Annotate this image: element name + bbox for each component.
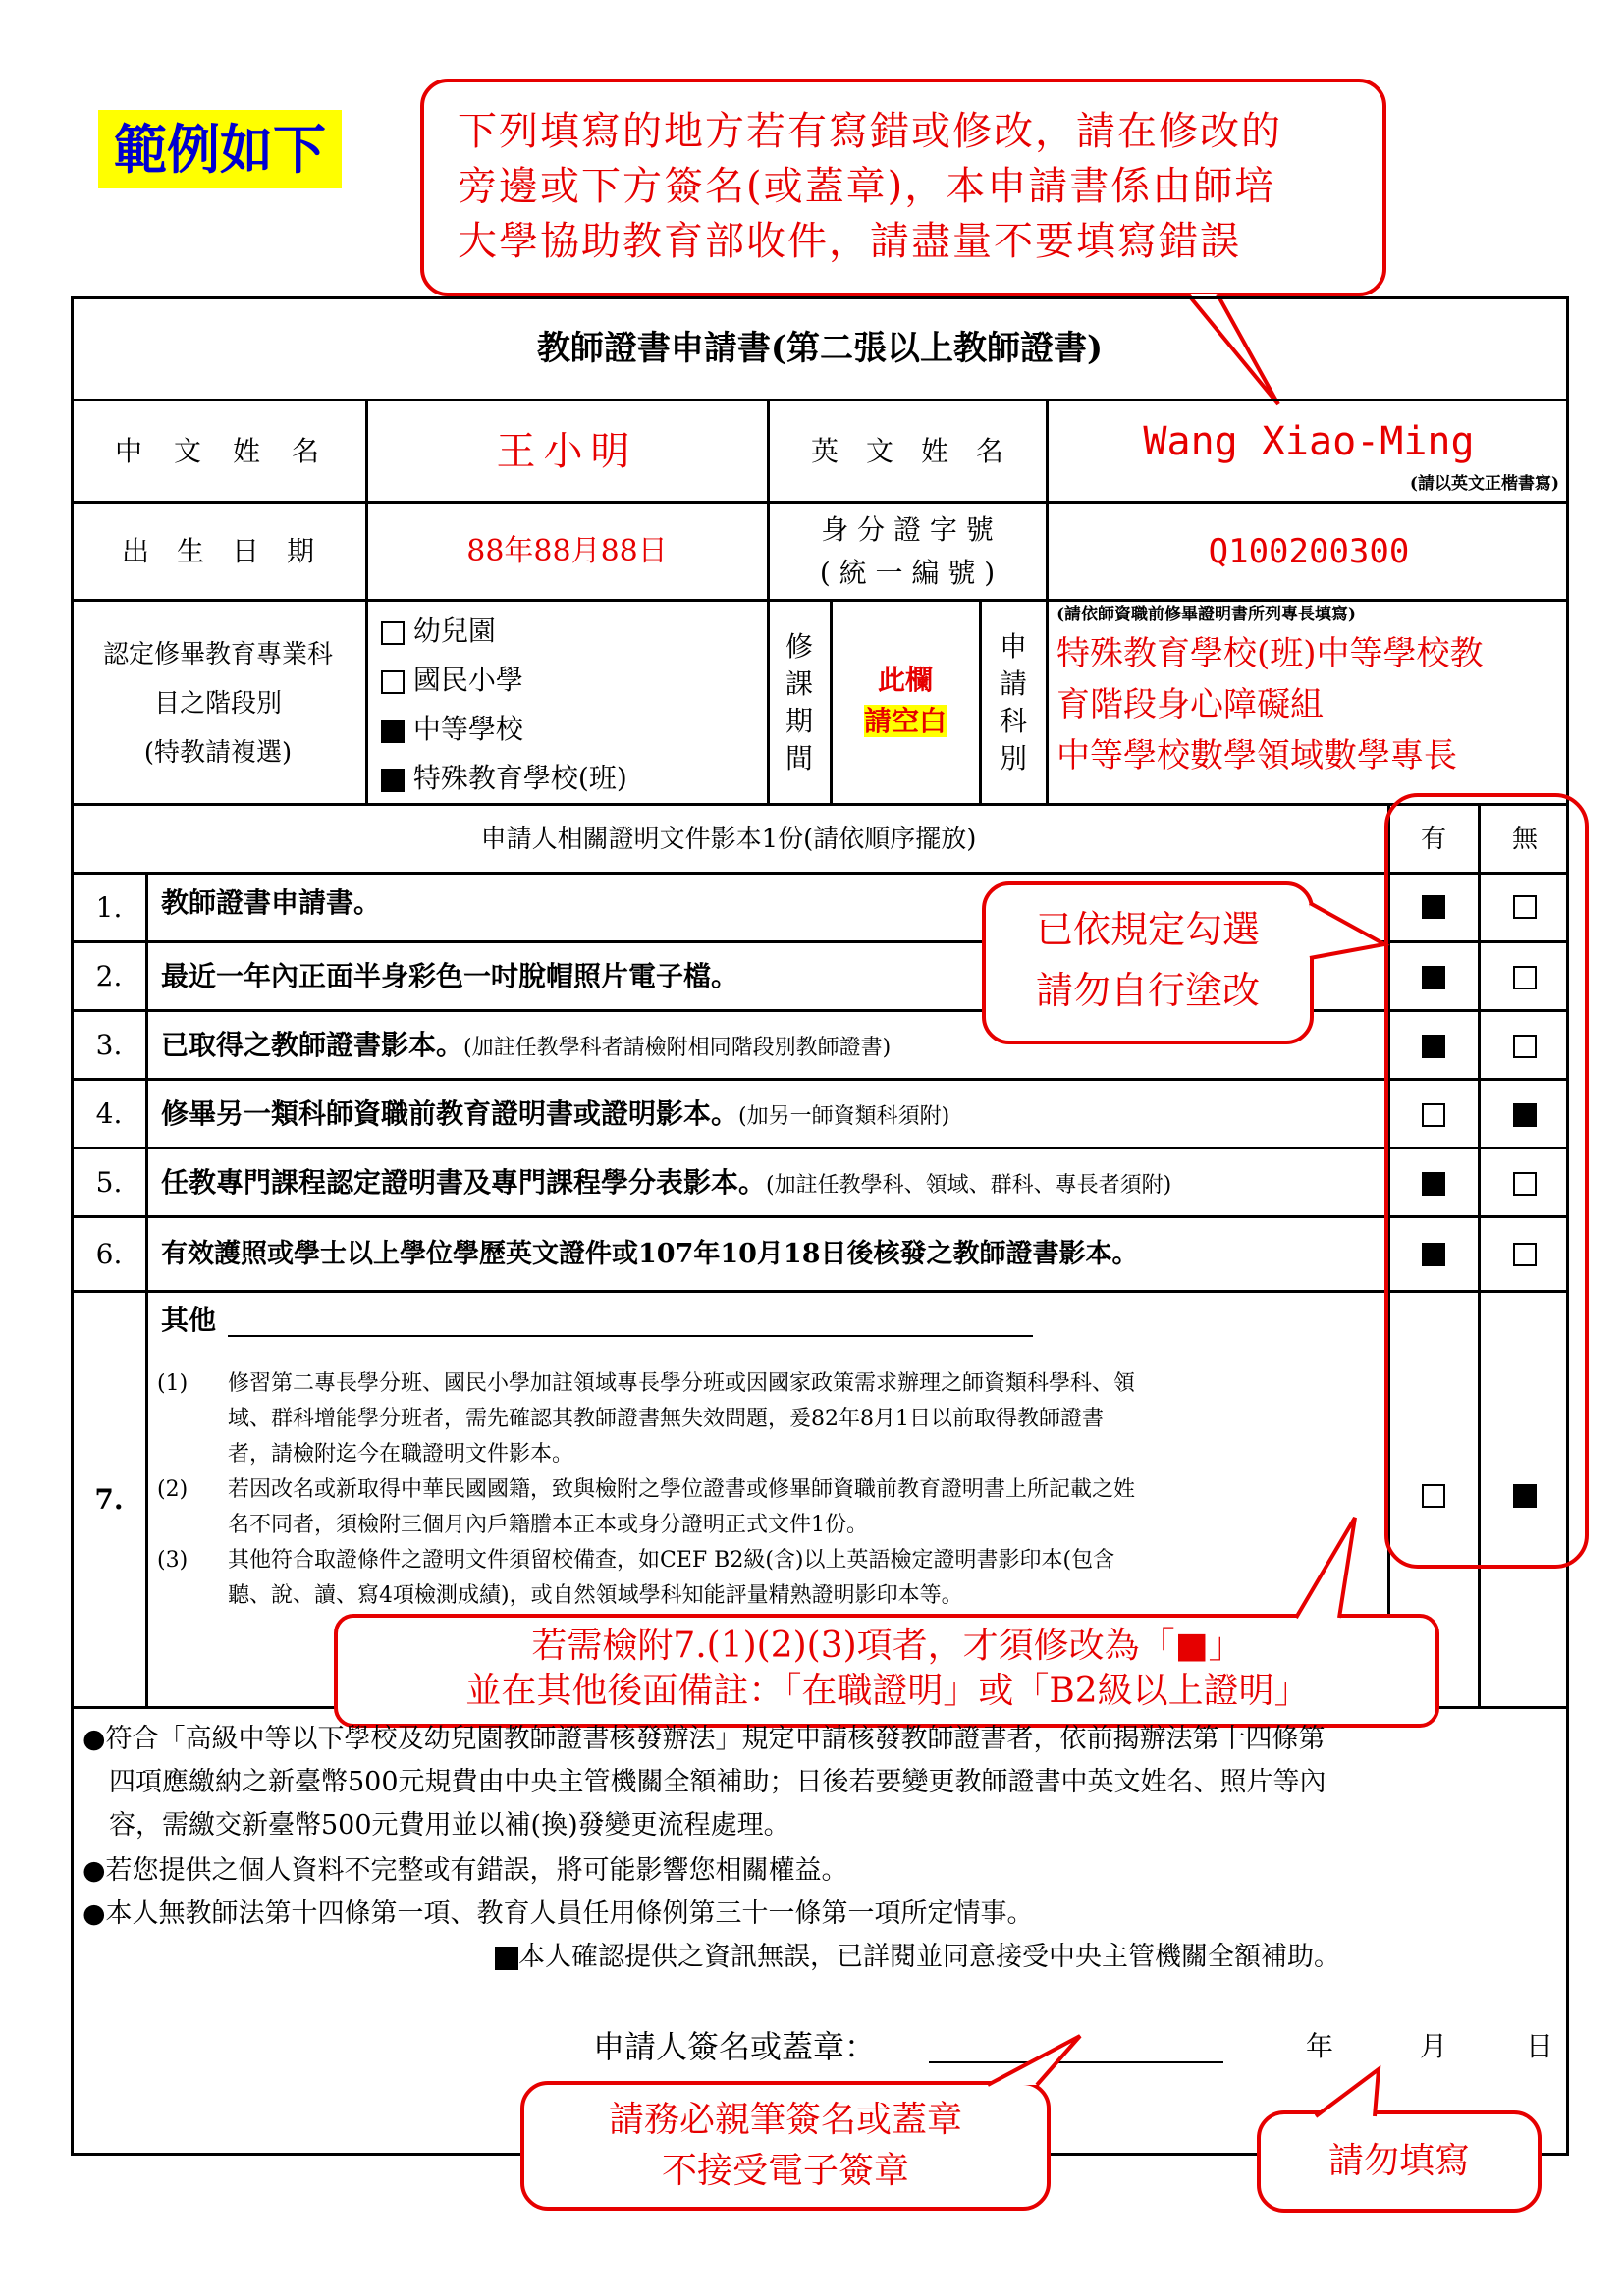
stage-options: [381, 607, 764, 803]
docs-header-label: 申請人相關證明文件影本1份(請依順序擺放): [480, 825, 977, 854]
checkbox-column-highlight: [1384, 793, 1589, 1569]
period-label: 修 課 期 間: [785, 630, 813, 774]
doc-title: 教師證書申請書。: [161, 886, 382, 919]
doc7-note: (1) 修習第二專長學分班、國民小學加註領域專長學分班或因國家政策需求辦理之師資類科學科、領 域、群科增能學分班者，需先確認其教師證書無失效問題，爰82年8月1日以前取得教師證書 者，請檢附迄今在職證明文件影本。: [157, 1371, 1136, 1467]
doc-title: 修畢另一類科師資職前教育證明書或證明影本。(加另一師資類科須附): [161, 1097, 950, 1130]
date-day-label: 日: [1526, 2030, 1554, 2062]
date-year-label: 年: [1306, 2030, 1334, 2062]
date-callout-pointer: [1306, 2061, 1424, 2130]
top-callout-line: 下列填寫的地方若有寫錯或修改，請在修改的: [458, 109, 1282, 154]
period-value: 此欄 請空白: [863, 664, 947, 737]
stage-option[interactable]: 中等學校: [381, 705, 764, 754]
doc-num: 4.: [95, 1097, 123, 1130]
sign-callout: 請務必親筆簽名或蓋章 不接受電子簽章: [520, 2081, 1051, 2211]
bottom-note: ●符合「高級中等以下學校及幼兒園教師證書核發辦法」規定申請核發教師證書者，依前揭辦法第十四條第: [82, 1724, 1326, 1754]
top-callout-line: 旁邊或下方簽名(或蓋章)，本申請書係由師培: [458, 164, 1276, 209]
stage-label: [71, 601, 365, 805]
doc-num: 5.: [95, 1166, 123, 1199]
stage-label-line: 目之階段別: [153, 689, 282, 719]
id-label-line: ( 統 一 編 號 ): [819, 557, 996, 589]
stage-option[interactable]: 幼兒園: [381, 607, 764, 656]
checkbox-callout: 已依規定勾選 請勿自行塗改: [982, 881, 1314, 1044]
en-name-label: 英 文 姓 名: [810, 435, 1003, 467]
birth-label: 出 生 日 期: [121, 535, 314, 567]
signature-label: 申請人簽名或蓋章：: [593, 2028, 877, 2065]
docs-header-yes: 有: [1420, 825, 1446, 854]
doc-row: [71, 1217, 1569, 1292]
stage-label-line: (特教請複選): [143, 738, 293, 768]
doc7-note: (2) 若因改名或新取得中華民國國籍，致與檢附之學位證書或修畢師資職前教育證明書上所記載之姓 名不同者，須檢附三個月內戶籍謄本正本或身分證明正式文件1份。: [157, 1477, 1136, 1537]
id-label-line: 身 分 證 字 號: [821, 513, 994, 546]
doc-title: 最近一年內正面半身彩色一吋脫帽照片電子檔。: [161, 960, 739, 992]
doc-row: [71, 1148, 1569, 1217]
checkbox-callout-pointer: [1306, 883, 1404, 982]
stage-option[interactable]: 特殊教育學校(班): [381, 754, 764, 803]
date-callout: 請勿填寫: [1257, 2110, 1542, 2213]
cn-name-value[interactable]: 王小明: [496, 429, 638, 474]
stage-option[interactable]: 國民小學: [381, 656, 764, 705]
doc7-notes: [157, 1366, 1375, 1631]
id-value[interactable]: Q100200300: [1208, 532, 1410, 571]
docs-header-no: 無: [1511, 825, 1538, 854]
doc7-fill-line[interactable]: [228, 1335, 1033, 1337]
form-title: 教師證書申請書(第二張以上教師證書): [536, 329, 1104, 368]
checkbox-filled-icon[interactable]: [381, 769, 405, 792]
doc-row: [71, 1080, 1569, 1148]
subject-note: (請依師資職前修畢證明書所列專長填寫): [1056, 605, 1357, 624]
bottom-note: 容，需繳交新臺幣500元費用並以補(換)發變更流程處理。: [82, 1810, 790, 1841]
doc-num: 6.: [95, 1238, 123, 1270]
checkbox-filled-icon[interactable]: [381, 720, 405, 743]
confirm-statement: 本人確認提供之資訊無誤，已詳閱並同意接受中央主管機關全額補助。: [495, 1938, 1340, 1977]
checkbox-empty-icon[interactable]: [381, 621, 405, 645]
checkbox-filled-icon[interactable]: [495, 1947, 518, 1970]
doc-title: 有效護照或學士以上學位學歷英文證件或107年10月18日後核發之教師證書影本。: [161, 1239, 1139, 1269]
sign-callout-pointer: [982, 2030, 1100, 2109]
stage-label-line: 認定修畢教育專業科: [102, 640, 333, 669]
bottom-note: 四項應繳納之新臺幣500元規費由中央主管機關全額補助；日後若要變更教師證書中英文姓名、照片等內: [82, 1767, 1326, 1797]
doc-num: 2.: [95, 960, 123, 992]
top-callout: [420, 79, 1386, 296]
doc7-note: (3) 其他符合取證條件之證明文件須留校備查，如CEF B2級(含)以上英語檢定證明書影印本(包含 聽、說、讀、寫4項檢測成績)，或自然領域學科知能評量精熟證明影印本等。: [157, 1548, 1115, 1608]
bottom-note: ●本人無教師法第十四條第一項、教育人員任用條例第三十一條第一項所定情事。: [82, 1898, 1034, 1929]
birth-value[interactable]: 88年88月88日: [466, 534, 668, 568]
bottom-note: ●若您提供之個人資料不完整或有錯誤，將可能影響您相關權益。: [82, 1855, 848, 1886]
top-callout-line: 大學協助教育部收件，請盡量不要填寫錯誤: [458, 219, 1241, 264]
doc-num: 1.: [95, 891, 123, 924]
doc7-callout-pointer: [1276, 1512, 1394, 1629]
checkbox-empty-icon[interactable]: [381, 670, 405, 694]
doc7-callout: 若需檢附7.(1)(2)(3)項者，才須修改為「■」 並在其他後面備註：「在職證明」或「B2級以上證明」: [334, 1614, 1439, 1728]
doc-num: 3.: [95, 1029, 123, 1061]
id-label: [770, 508, 1045, 597]
en-name-value[interactable]: Wang Xiao-Ming: [1143, 419, 1475, 464]
doc7-num: 7.: [94, 1483, 124, 1516]
cn-name-label: 中 文 姓 名: [114, 435, 321, 467]
doc-title: 已取得之教師證書影本。(加註任教學科者請檢附相同階段別教師證書): [161, 1029, 892, 1061]
example-label: 範例如下: [98, 110, 342, 188]
subject-values[interactable]: 特殊教育學校(班)中等學校教 育階段身心障礙組 中等學校數學領域數學專長: [1056, 634, 1484, 775]
subject-label: 申 請 科 別: [999, 630, 1027, 774]
date-month-label: 月: [1420, 2030, 1448, 2062]
doc-row: [71, 1011, 1569, 1080]
doc7-title: 其他: [161, 1304, 217, 1336]
en-name-note: (請以英文正楷書寫): [1409, 474, 1559, 494]
doc-title: 任教專門課程認定證明書及專門課程學分表影本。(加註任教學科、領域、群科、專長者須附): [161, 1166, 1172, 1199]
